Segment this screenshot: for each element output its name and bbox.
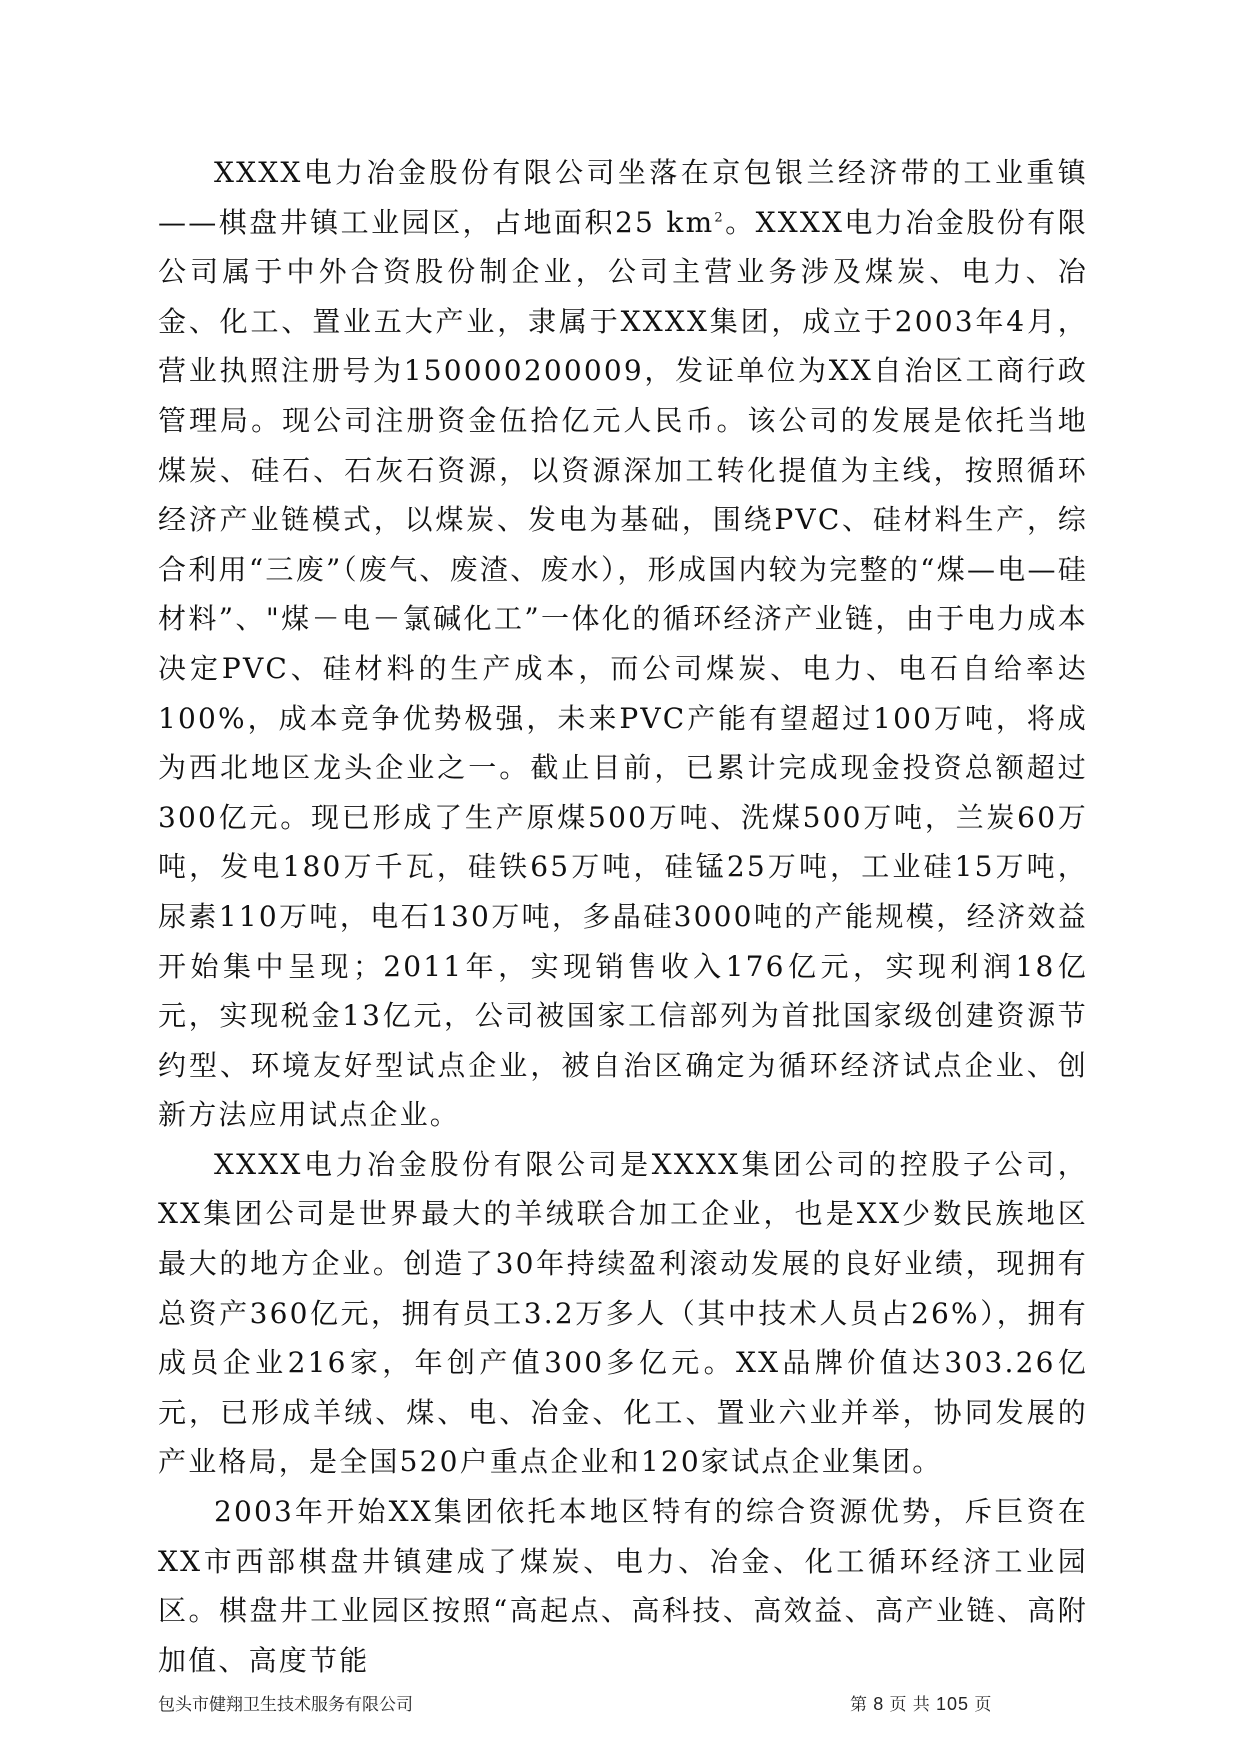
paragraph-group-overview: XXXX电力冶金股份有限公司是XXXX集团公司的控股子公司，XX集团公司是世界最大的羊绒联合加工企业，也是XX少数民族地区最大的地方企业。创造了30年持续盈利滚动发展的良好业绩，现拥有总资产360亿元，拥有员工3.2万多人（其中技术人员占26%），拥有成员企业216家，年创产值300多亿元。XX品牌价值达303.26亿元，已形成羊绒、煤、电、冶金、化工、置业六业并举，协同发展的产业格局，是全国520户重点企业和120家试点企业集团。 <box>158 1147 1088 1479</box>
page-current: 8 <box>873 1694 885 1714</box>
page-total: 105 <box>936 1694 970 1714</box>
superscript-2: 2 <box>714 210 725 226</box>
paragraph-industrial-park: 2003年开始XX集团依托本地区特有的综合资源优势，斥巨资在XX市西部棋盘井镇建成了煤炭、电力、冶金、化工循环经济工业园区。棋盘井工业园区按照“高起点、高科技、高效益、高产业链、高附加值、高度节能 <box>158 1495 1088 1677</box>
page-footer <box>0 1690 1241 1720</box>
footer-page-number <box>850 1690 992 1715</box>
paragraph-text: XXXX电力冶金股份有限公司坐落在京包银兰经济带的工业重镇——棋盘井镇工业园区，占地面积25 km <box>158 156 1088 239</box>
page-mid: 页 共 <box>889 1695 931 1714</box>
page-prefix: 第 <box>850 1695 868 1714</box>
document-body <box>158 148 1088 1685</box>
paragraph-text: 。XXXX电力冶金股份有限公司属于中外合资股份制企业，公司主营业务涉及煤炭、电力、冶金、化工、置业五大产业，隶属于XXXX集团，成立于2003年4月，营业执照注册号为150000200009，发证单位为XX自治区工商行政管理局。现公司注册资金伍拾亿元人民币。该公司的发展是依托当地煤炭、硅石、石灰石资源，以资源深加工转化提值为主线，按照循环经济产业链模式，以煤炭、发电为基础，围绕PVC、硅材料生产，综合利用“三废”（废气、废渣、废水），形成国内较为完整的“煤—电—硅材料”、"煤－电－氯碱化工”一体化的循环经济产业链，由于电力成本决定PVC、硅材料的生产成本，而公司煤炭、电力、电石自给率达100%，成本竞争优势极强，未来PVC产能有望超过100万吨，将成为西北地区龙头企业之一。截止目前，已累计完成现金投资总额超过300亿元。现已形成了生产原煤500万吨、洗煤500万吨，兰炭60万吨，发电180万千瓦，硅铁65万吨，硅锰25万吨，工业硅15万吨，尿素110万吨，电石130万吨，多晶硅3000吨的产能规模，经济效益开始集中呈现；2011年，实现销售收入176亿元，实现利润18亿元，实现税金13亿元，公司被国家工信部列为首批国家级创建资源节约型、环境友好型试点企业，被自治区确定为循环经济试点企业、创新方法应用试点企业。 <box>158 205 1088 1132</box>
footer-company-name: 包头市健翔卫生技术服务有限公司 <box>158 1695 413 1714</box>
paragraph-company-overview <box>158 148 1088 1140</box>
page-suffix: 页 <box>974 1695 993 1714</box>
